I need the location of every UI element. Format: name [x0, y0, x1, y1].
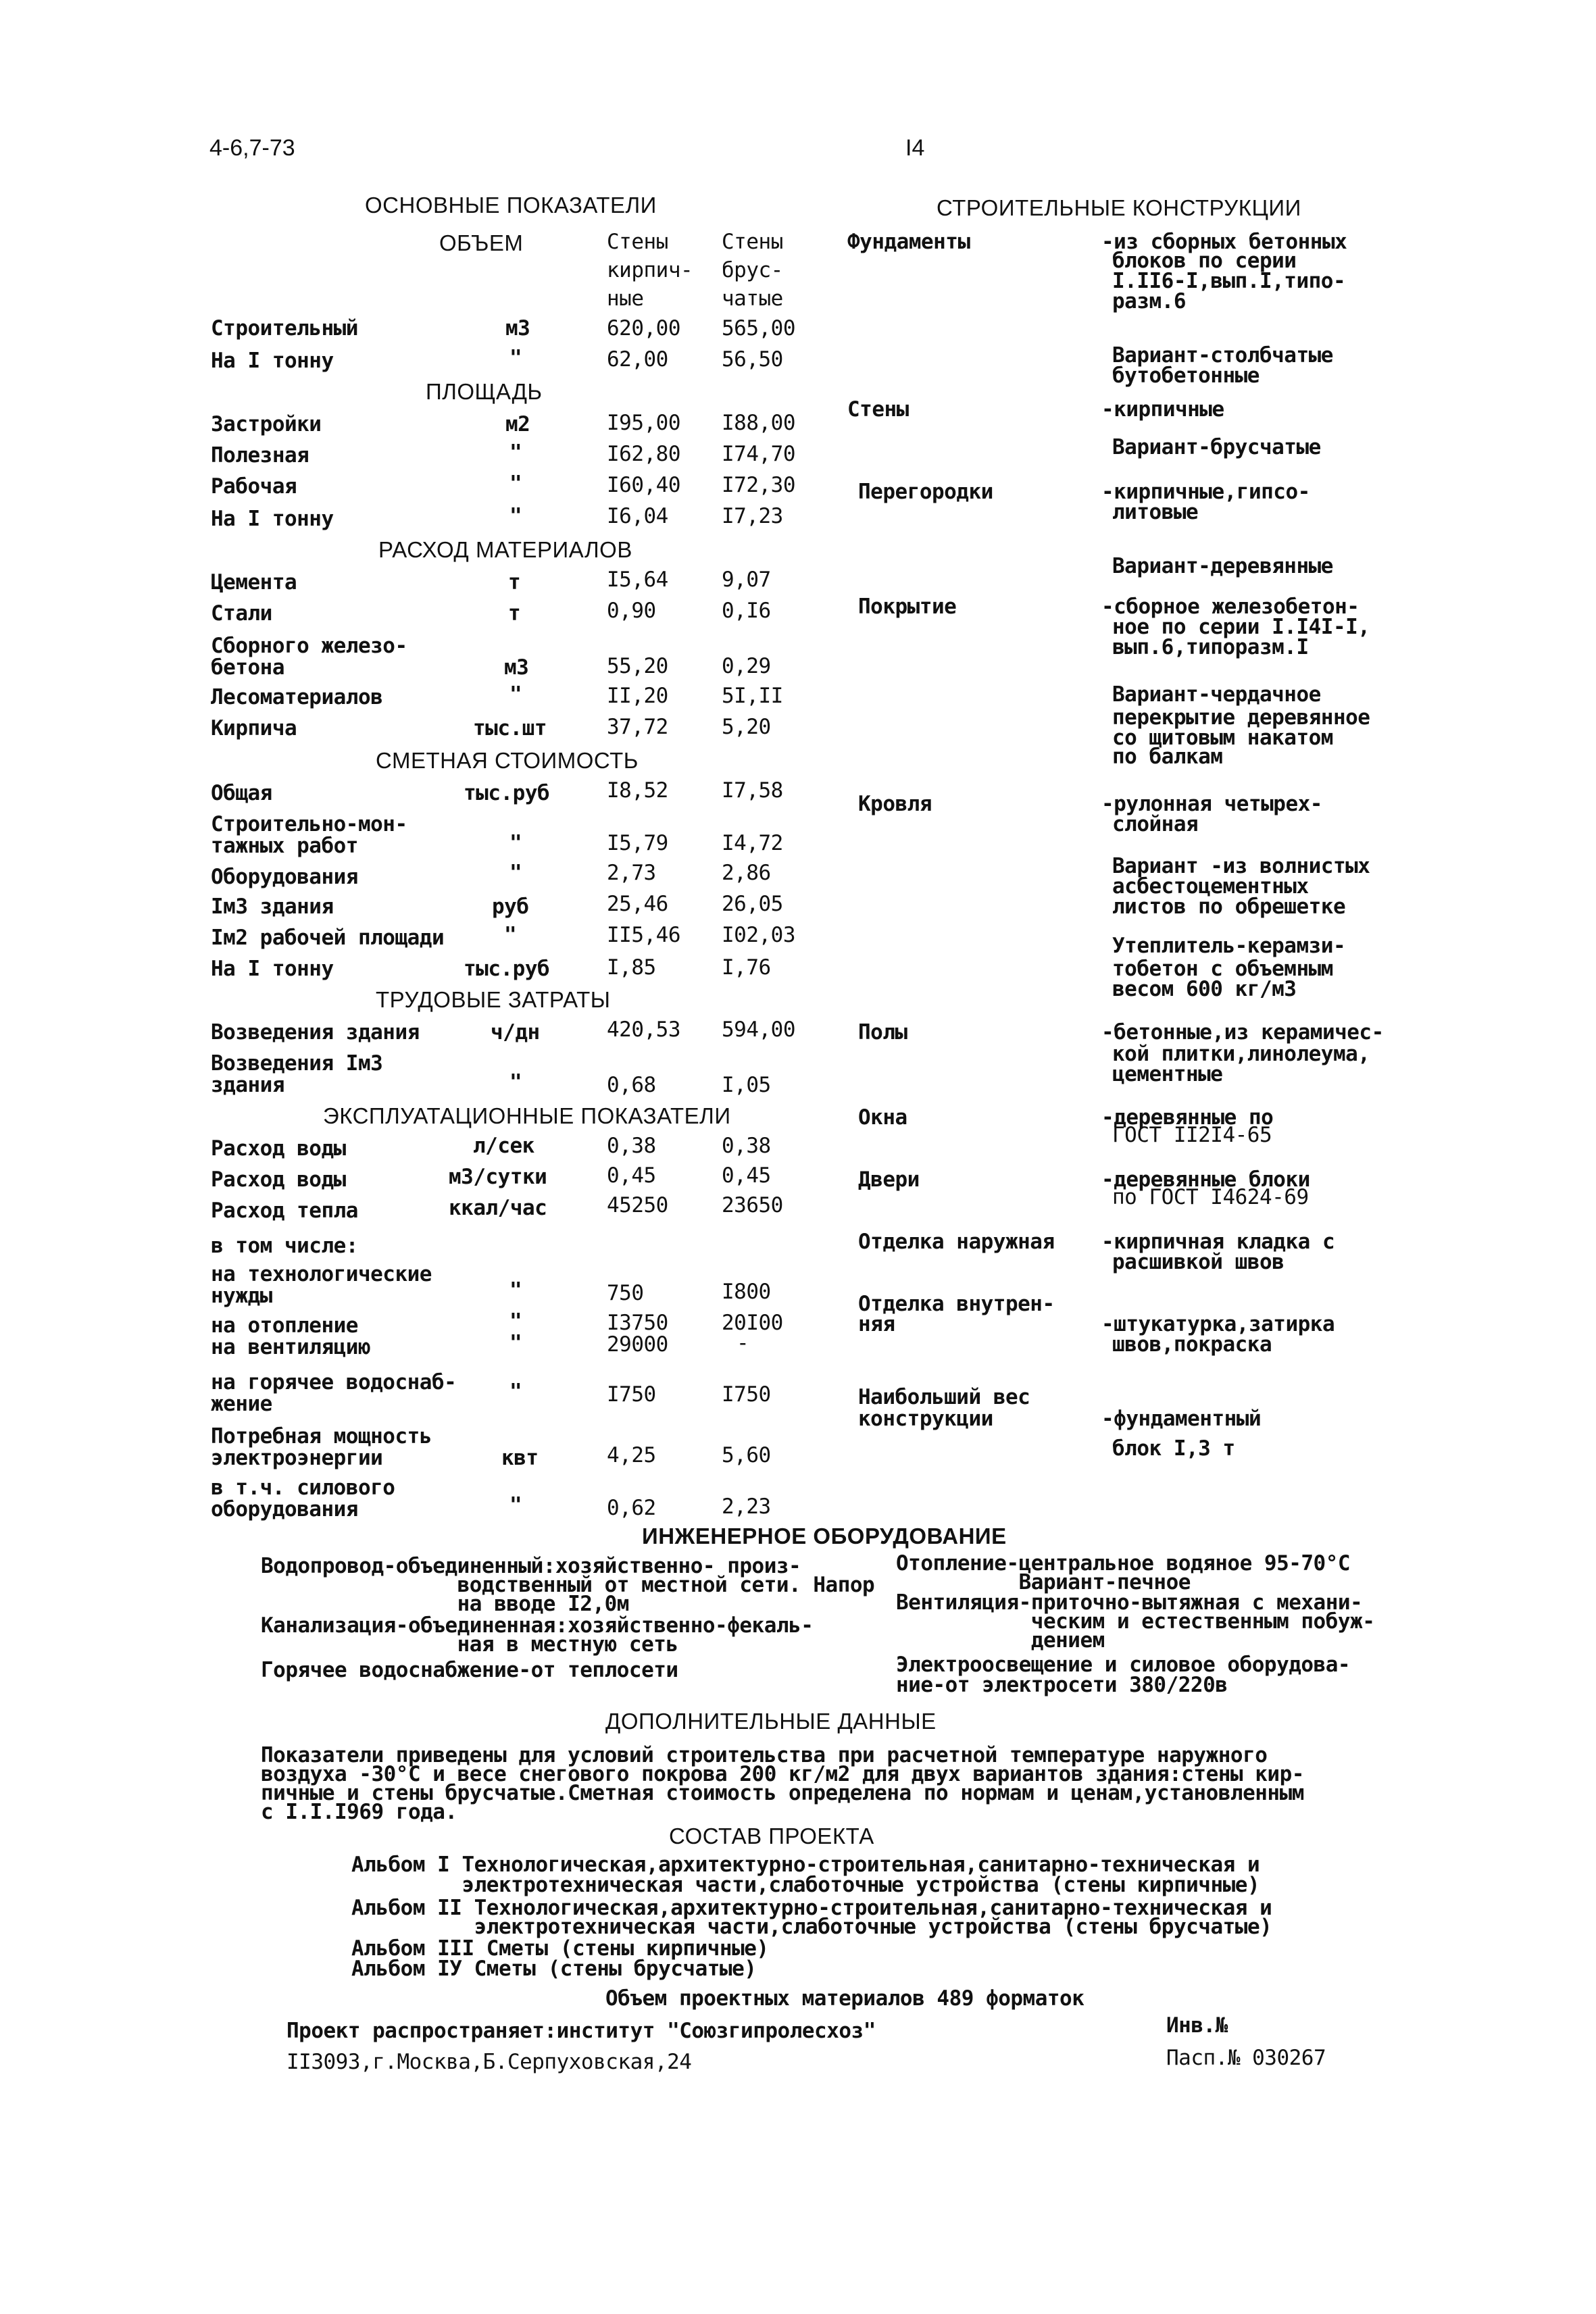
row-name: Застройки: [211, 412, 322, 436]
additional-title: ДОПОЛНИТЕЛЬНЫЕ ДАННЫЕ: [605, 1709, 937, 1734]
row-value-1: 0,38: [607, 1134, 656, 1158]
row-value-1: II5,46: [607, 923, 680, 947]
engineering-title: ИНЖЕНЕРНОЕ ОБОРУДОВАНИЕ: [642, 1524, 1007, 1549]
row-unit: ": [509, 472, 522, 496]
row-value-1: I60,40: [607, 473, 680, 497]
row-unit: ": [509, 831, 522, 855]
col2-header-line3: чатые: [722, 286, 783, 311]
row-value-2: I,05: [722, 1073, 771, 1097]
construction-desc: Вариант-столбчатые: [1112, 343, 1333, 368]
construction-desc: бутобетонные: [1112, 363, 1260, 388]
col2-header-line2: брус-: [722, 258, 783, 282]
row-unit: л/сек: [473, 1134, 534, 1158]
construction-desc: блоков по серии: [1112, 249, 1297, 273]
row-name-cont: электроэнергии: [211, 1446, 383, 1470]
row-value-2: I72,30: [722, 473, 795, 497]
row-unit: ": [504, 923, 517, 947]
row-name: Строительный: [211, 316, 358, 341]
row-unit: ккал/час: [449, 1196, 547, 1220]
construction-name-cont: няя: [858, 1312, 895, 1336]
engineering-right-line: Вариант-печное: [896, 1570, 1191, 1594]
row-value-1: 620,00: [607, 316, 680, 341]
row-unit: ": [509, 1309, 522, 1334]
construction-desc: -кирпичные: [1101, 397, 1224, 422]
construction-desc: Утеплитель-керамзи-: [1112, 934, 1346, 958]
row-value-2: 9,07: [722, 568, 771, 592]
construction-desc: -сборное железобетон-: [1101, 595, 1360, 619]
row-unit: м3/сутки: [449, 1165, 547, 1189]
inventory-number: Инв.№: [1166, 2013, 1228, 2038]
row-unit: тыс.руб: [464, 781, 550, 805]
row-value-1: 420,53: [607, 1017, 680, 1042]
row-unit: ": [509, 1493, 522, 1517]
row-name: на технологические: [211, 1262, 432, 1286]
row-name: в т.ч. силового: [211, 1476, 395, 1500]
col1-header-line2: кирпич-: [607, 258, 693, 282]
construction-name: Перегородки: [858, 480, 993, 504]
row-value-2: 0,I6: [722, 599, 771, 623]
construction-desc: по ГОСТ I4624-69: [1112, 1185, 1309, 1209]
additional-line: пичные и стены брусчатые.Сметная стоимость определена по нормам и ценам,установленным: [261, 1781, 1304, 1805]
row-value-2: 2,23: [722, 1494, 771, 1519]
row-value-2: 0,29: [722, 654, 771, 678]
row-name: на вентиляцию: [211, 1335, 371, 1359]
construction-desc: Вариант-деревянные: [1112, 554, 1333, 578]
project-line: Альбом II Технологическая,архитектурно-строительная,санитарно-техническая и: [351, 1896, 1272, 1920]
project-line: электротехническая части,слаботочные устройства (стены брусчатые): [351, 1915, 1272, 1939]
construction-name: Отделка внутрен-: [858, 1292, 1055, 1316]
page-number: I4: [905, 135, 925, 161]
row-value-1: I5,79: [607, 831, 668, 855]
row-value-1: 0,62: [607, 1496, 656, 1520]
row-name: Потребная мощность: [211, 1424, 432, 1449]
row-value-1: I5,64: [607, 568, 668, 592]
project-line: электротехническая части,слаботочные устройства (стены кирпичные): [351, 1873, 1260, 1897]
row-name: Полезная: [211, 443, 309, 468]
row-unit: ": [509, 861, 522, 885]
row-value-1: I62,80: [607, 442, 680, 466]
row-value-1: 0,45: [607, 1163, 656, 1188]
engineering-left-line: водственный от местной сети. Напор: [261, 1573, 875, 1597]
row-name: Стали: [211, 601, 272, 626]
row-name: на горячее водоснаб-: [211, 1370, 457, 1394]
row-value-1: 29000: [607, 1332, 668, 1357]
construction-desc: листов по обрешетке: [1112, 895, 1346, 919]
row-name: Возведения Iм3: [211, 1051, 383, 1076]
construction-desc: -фундаментный: [1101, 1407, 1262, 1431]
row-unit: тыс.руб: [464, 957, 550, 981]
row-unit: ": [509, 682, 522, 707]
construction-desc: блок I,3 т: [1112, 1436, 1235, 1461]
row-unit: тыс.шт: [473, 716, 547, 740]
row-name: На I тонну: [211, 957, 334, 981]
row-value-1: 2,73: [607, 861, 656, 885]
col1-header-line3: ные: [607, 286, 644, 311]
engineering-left-line: на вводе I2,0м: [261, 1592, 629, 1616]
row-value-2: I7,58: [722, 778, 783, 803]
row-value-2: 0,45: [722, 1163, 771, 1188]
row-name-cont: бетона: [211, 655, 284, 680]
project-title: СОСТАВ ПРОЕКТА: [669, 1823, 874, 1848]
row-unit: м3: [505, 316, 530, 341]
row-unit: т: [508, 570, 521, 595]
construction-name: Двери: [858, 1167, 920, 1192]
construction-desc: ное по серии I.I4I-I,: [1112, 615, 1370, 639]
row-value-1: I95,00: [607, 411, 680, 435]
row-value-2: 20I00: [722, 1311, 783, 1335]
engineering-right-line: ческим и естественным побуж-: [896, 1609, 1375, 1634]
row-name: на отопление: [211, 1313, 358, 1338]
construction-desc: -кирпичные,гипсо-: [1101, 480, 1310, 504]
construction-desc: перекрытие деревянное: [1112, 705, 1370, 730]
construction-desc: -штукатурка,затирка: [1101, 1312, 1335, 1336]
construction-desc: литовые: [1112, 500, 1199, 524]
main-indicators-title: ОСНОВНЫЕ ПОКАЗАТЕЛИ: [365, 193, 657, 218]
row-value-2: 2,86: [722, 861, 771, 885]
project-line: Альбом IУ Сметы (стены брусчатые): [351, 1957, 757, 1981]
row-unit: м3: [504, 655, 529, 680]
row-name: Iм3 здания: [211, 895, 334, 919]
construction-name-cont: конструкции: [858, 1407, 993, 1431]
additional-line: воздуха -30°С и весе снегового покрова 200 кг/м2 для двух вариантов здания:стены кир-: [261, 1762, 1304, 1786]
area-header: ПЛОЩАДЬ: [426, 379, 543, 404]
row-unit: ": [509, 1070, 522, 1095]
construction-desc: -из сборных бетонных: [1101, 230, 1347, 254]
row-value-1: II,20: [607, 684, 668, 708]
project-distributor: Проект распространяет:институт "Союзгипролесхоз": [286, 2019, 876, 2043]
row-name-cont: оборудования: [211, 1497, 358, 1521]
row-name: Общая: [211, 781, 272, 805]
row-value-2: I88,00: [722, 411, 795, 435]
row-value-1: 62,00: [607, 347, 668, 372]
materials-header: РАСХОД МАТЕРИАЛОВ: [378, 537, 632, 562]
row-name: Iм2 рабочей площади: [211, 926, 445, 950]
construction-desc: асбестоцементных: [1112, 874, 1309, 899]
row-unit: м2: [505, 412, 530, 436]
row-value-1: 0,90: [607, 599, 656, 623]
row-unit: ч/дн: [491, 1020, 540, 1045]
row-name: Кирпича: [211, 716, 297, 740]
passport-number: Пасп.№ 030267: [1166, 2046, 1326, 2070]
engineering-left-line: ная в местную сеть: [261, 1632, 678, 1657]
construction-desc: разм.6: [1112, 289, 1186, 313]
engineering-right-line: Отопление-центральное водяное 95-70°С: [896, 1551, 1351, 1576]
row-value-2: 5,20: [722, 715, 771, 739]
row-value-2: I800: [722, 1280, 771, 1304]
row-value-2: 565,00: [722, 316, 795, 341]
row-value-2: 594,00: [722, 1017, 795, 1042]
row-value-2: 5I,II: [722, 684, 783, 708]
row-value-2: I7,23: [722, 504, 783, 528]
construction-desc: швов,покраска: [1112, 1332, 1272, 1357]
row-name: Расход тепла: [211, 1199, 358, 1223]
row-name: На I тонну: [211, 349, 334, 373]
row-value-2: I74,70: [722, 442, 795, 466]
row-name: Строительно-мон-: [211, 812, 407, 836]
construction-desc: I.II6-I,вып.I,типо-: [1112, 269, 1346, 293]
construction-name: Полы: [858, 1020, 907, 1045]
row-value-1: I3750: [607, 1311, 668, 1335]
construction-name: Окна: [858, 1105, 907, 1130]
row-name-cont: тажных работ: [211, 834, 358, 858]
row-name: Цемента: [211, 570, 297, 595]
row-value-2: 0,38: [722, 1134, 771, 1158]
project-line: Альбом III Сметы (стены кирпичные): [351, 1936, 769, 1961]
construction-desc: -бетонные,из керамичес-: [1101, 1020, 1384, 1045]
project-address: II3093,г.Москва,Б.Серпуховская,24: [286, 2050, 692, 2074]
construction-desc: кой плитки,линолеума,: [1112, 1042, 1370, 1066]
construction-desc: по балкам: [1112, 745, 1223, 769]
row-value-2: 26,05: [722, 892, 783, 916]
construction-desc: расшивкой швов: [1112, 1250, 1285, 1274]
labor-header: ТРУДОВЫЕ ЗАТРАТЫ: [376, 987, 611, 1012]
row-name: Рабочая: [211, 474, 297, 499]
engineering-right-line: Электроосвещение и силовое оборудова-: [896, 1653, 1351, 1677]
row-name: в том числе:: [211, 1234, 358, 1258]
additional-line: с I.I.I969 года.: [261, 1800, 457, 1824]
project-line: Альбом I Технологическая,архитектурно-строительная,санитарно-техническая и: [351, 1853, 1260, 1877]
col2-header-line1: Стены: [722, 230, 783, 254]
construction-desc: -кирпичная кладка с: [1101, 1230, 1335, 1254]
row-value-1: 0,68: [607, 1073, 656, 1097]
engineering-right-line: ние-от электросети 380/220в: [896, 1673, 1228, 1697]
row-unit: ": [509, 346, 522, 370]
row-name: Возведения здания: [211, 1020, 420, 1045]
construction-desc: весом 600 кг/м3: [1112, 977, 1297, 1001]
construction-name: Отделка наружная: [858, 1230, 1055, 1254]
row-value-1: I8,52: [607, 778, 668, 803]
row-name-cont: нужды: [211, 1284, 272, 1308]
row-value-1: I6,04: [607, 504, 668, 528]
construction-desc: ГОСТ II2I4-65: [1112, 1123, 1272, 1147]
row-name-cont: жение: [211, 1392, 272, 1416]
row-value-1: 45250: [607, 1193, 668, 1217]
row-unit: ": [509, 504, 522, 528]
row-name: Оборудования: [211, 865, 358, 889]
row-name: Лесоматериалов: [211, 685, 383, 709]
row-value-1: 750: [607, 1281, 644, 1305]
row-unit: квт: [501, 1446, 539, 1470]
construction-name: Стены: [847, 397, 909, 422]
row-value-2: I4,72: [722, 831, 783, 855]
engineering-left-line: Горячее водоснабжение-от теплосети: [261, 1658, 678, 1682]
cost-header: СМЕТНАЯ СТОИМОСТЬ: [376, 748, 639, 773]
row-name: Сборного железо-: [211, 634, 407, 658]
row-value-1: I,85: [607, 955, 656, 980]
additional-line: Показатели приведены для условий строительства при расчетной температуре наружного: [261, 1743, 1268, 1767]
row-value-2: 5,60: [722, 1443, 771, 1467]
construction-desc: Вариант-чердачное: [1112, 682, 1321, 707]
row-value-2: -: [737, 1331, 749, 1355]
document-code: 4-6,7-73: [209, 135, 295, 161]
construction-desc: -рулонная четырех-: [1101, 792, 1322, 816]
engineering-right-line: дением: [896, 1628, 1105, 1653]
row-value-1: 4,25: [607, 1443, 656, 1467]
row-unit: ": [509, 1278, 522, 1303]
construction-name: Наибольший вес: [858, 1385, 1030, 1409]
engineering-right-line: Вентиляция-приточно-вытяжная с механи-: [896, 1590, 1363, 1615]
constructions-title: СТРОИТЕЛЬНЫЕ КОНСТРУКЦИИ: [937, 195, 1301, 220]
row-name: Расход воды: [211, 1136, 346, 1161]
row-name: Расход воды: [211, 1167, 346, 1192]
row-unit: ": [509, 1331, 522, 1355]
construction-desc: со щитовым накатом: [1112, 726, 1333, 750]
row-unit: ": [509, 1380, 522, 1404]
col1-header-line1: Стены: [607, 230, 668, 254]
construction-desc: цементные: [1112, 1062, 1223, 1086]
row-unit: ": [509, 441, 522, 465]
row-value-2: I750: [722, 1382, 771, 1407]
row-unit: руб: [492, 895, 529, 919]
row-value-1: 55,20: [607, 654, 668, 678]
construction-name: Покрытие: [858, 595, 957, 619]
row-value-1: 25,46: [607, 892, 668, 916]
row-value-1: 37,72: [607, 715, 668, 739]
volume-header: ОБЪЕМ: [439, 230, 524, 255]
construction-desc: -деревянные блоки: [1101, 1167, 1310, 1192]
row-value-2: I02,03: [722, 923, 795, 947]
construction-name: Кровля: [858, 792, 932, 816]
engineering-left-line: Канализация-объединенная:хозяйственно-фекаль-: [261, 1613, 814, 1638]
construction-desc: слойная: [1112, 812, 1199, 836]
operation-header: ЭКСПЛУАТАЦИОННЫЕ ПОКАЗАТЕЛИ: [323, 1103, 731, 1128]
engineering-left-line: Водопровод-объединенный:хозяйственно- произ-: [261, 1554, 801, 1578]
construction-desc: -деревянные по: [1101, 1105, 1274, 1130]
construction-desc: Вариант-брусчатые: [1112, 435, 1321, 459]
row-value-2: 23650: [722, 1193, 783, 1217]
row-name-cont: здания: [211, 1073, 284, 1097]
row-value-1: I750: [607, 1382, 656, 1407]
project-volume: Объем проектных материалов 489 форматок: [605, 1986, 1084, 2011]
row-name: На I тонну: [211, 507, 334, 531]
row-value-2: I,76: [722, 955, 771, 980]
row-value-2: 56,50: [722, 347, 783, 372]
construction-desc: тобетон с объемным: [1112, 957, 1333, 981]
construction-desc: Вариант -из волнистых: [1112, 854, 1370, 878]
construction-name: Фундаменты: [847, 230, 970, 254]
construction-desc: вып.6,типоразм.I: [1112, 635, 1309, 659]
row-unit: т: [508, 601, 521, 626]
